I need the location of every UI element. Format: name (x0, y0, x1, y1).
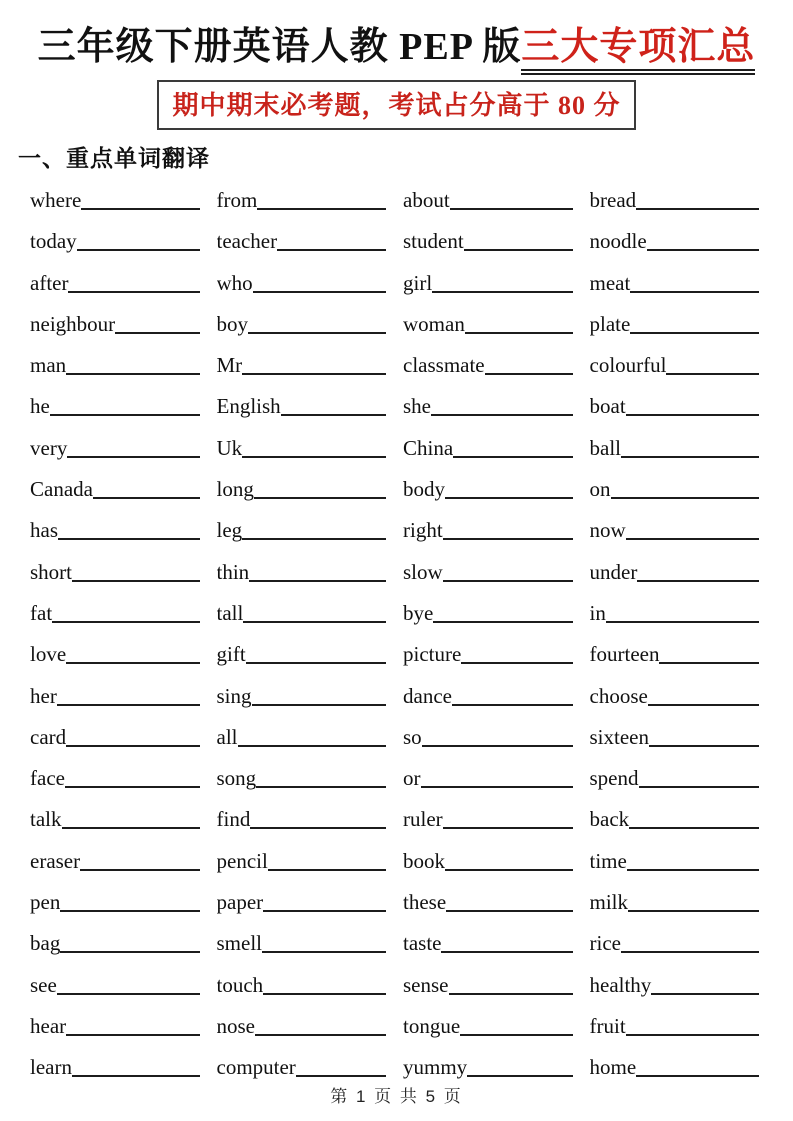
answer-blank-line (57, 704, 200, 706)
answer-blank-line (72, 580, 200, 582)
answer-blank-line (257, 208, 386, 210)
word-label: student (403, 229, 464, 254)
answer-blank-line (422, 745, 573, 747)
word-cell (590, 753, 764, 794)
word-cell (30, 918, 204, 959)
word-cell (403, 588, 577, 629)
answer-blank-line (648, 704, 759, 706)
answer-blank-line (621, 951, 759, 953)
word-cell (217, 216, 391, 257)
answer-blank-line (66, 1034, 199, 1036)
word-label: smell (216, 931, 262, 956)
word-cell (217, 794, 391, 835)
answer-blank-line (250, 827, 386, 829)
answer-blank-line (81, 208, 199, 210)
answer-blank-line (443, 580, 573, 582)
word-label: in (589, 600, 606, 625)
answer-blank-line (60, 951, 199, 953)
word-cell (403, 835, 577, 876)
answer-blank-line (72, 1075, 200, 1077)
answer-blank-line (621, 456, 759, 458)
word-label: today (30, 229, 77, 254)
word-label: ball (589, 435, 621, 460)
answer-blank-line (93, 497, 200, 499)
answer-blank-line (465, 332, 573, 334)
answer-blank-line (296, 1075, 386, 1077)
answer-blank-line (626, 538, 759, 540)
word-label: bag (30, 931, 61, 956)
word-label: short (30, 559, 72, 584)
word-cell (590, 1001, 764, 1042)
word-label: from (216, 187, 258, 212)
word-cell (217, 381, 391, 422)
word-label: boy (216, 311, 248, 336)
answer-blank-line (262, 951, 386, 953)
word-cell (217, 712, 391, 753)
word-cell (30, 877, 204, 918)
answer-blank-line (630, 332, 759, 334)
word-label: slow (403, 559, 443, 584)
word-cell (30, 464, 204, 505)
word-label: ruler (403, 807, 443, 832)
word-label: fat (30, 600, 53, 625)
word-cell (403, 670, 577, 711)
word-cell (30, 670, 204, 711)
word-label: time (589, 848, 627, 873)
answer-blank-line (58, 538, 200, 540)
word-cell (30, 505, 204, 546)
word-label: paper (216, 890, 264, 915)
word-cell (590, 629, 764, 670)
page-number-footer: 第 1 页 共 5 页 (330, 1087, 463, 1106)
word-cell (217, 299, 391, 340)
answer-blank-line (659, 662, 759, 664)
answer-blank-line (443, 538, 573, 540)
word-cell (590, 175, 764, 216)
answer-blank-line (630, 291, 759, 293)
word-label: he (30, 394, 50, 419)
word-label: gift (216, 642, 246, 667)
word-label: English (216, 394, 281, 419)
banner-row (0, 80, 793, 130)
word-cell (590, 959, 764, 1000)
answer-blank-line (281, 414, 386, 416)
exam-banner: 期中期末必考题，考试占分高于 80 分 (157, 80, 635, 130)
word-label: see (30, 972, 57, 997)
word-cell (217, 340, 391, 381)
word-label: where (30, 187, 82, 212)
word-cell (30, 257, 204, 298)
answer-blank-line (67, 456, 199, 458)
answer-blank-line (242, 373, 386, 375)
word-label: healthy (589, 972, 652, 997)
answer-blank-line (460, 1034, 572, 1036)
word-label: Canada (30, 477, 93, 502)
answer-blank-line (446, 910, 572, 912)
word-label: man (30, 353, 67, 378)
word-label: find (216, 807, 251, 832)
answer-blank-line (246, 662, 386, 664)
answer-blank-line (268, 869, 386, 871)
word-cell (217, 1001, 391, 1042)
word-cell (590, 340, 764, 381)
word-label: plate (589, 311, 631, 336)
word-cell (30, 959, 204, 1000)
word-label: back (589, 807, 630, 832)
word-cell (217, 670, 391, 711)
word-label: computer (216, 1055, 296, 1080)
answer-blank-line (452, 704, 573, 706)
word-cell (590, 918, 764, 959)
word-label: now (589, 518, 626, 543)
word-label: nose (216, 1013, 255, 1038)
word-label: sense (403, 972, 449, 997)
word-cell (403, 505, 577, 546)
word-cell (30, 340, 204, 381)
answer-blank-line (453, 456, 572, 458)
answer-blank-line (62, 827, 200, 829)
word-label: her (30, 683, 57, 708)
answer-blank-line (611, 497, 760, 499)
answer-blank-line (243, 621, 386, 623)
answer-blank-line (263, 910, 386, 912)
word-cell (217, 505, 391, 546)
answer-blank-line (57, 993, 200, 995)
answer-blank-line (115, 332, 199, 334)
answer-blank-line (464, 249, 573, 251)
answer-blank-line (255, 1034, 386, 1036)
word-label: has (30, 518, 58, 543)
answer-blank-line (254, 497, 386, 499)
word-label: noodle (589, 229, 647, 254)
word-cell (217, 629, 391, 670)
word-cell (30, 1001, 204, 1042)
word-cell (590, 422, 764, 463)
word-cell (403, 712, 577, 753)
word-cell (403, 175, 577, 216)
word-cell (217, 918, 391, 959)
word-cell (30, 546, 204, 587)
word-cell (217, 835, 391, 876)
word-label: song (216, 766, 257, 791)
word-cell (403, 794, 577, 835)
word-cell (590, 1042, 764, 1083)
word-label: thin (216, 559, 250, 584)
word-label: so (403, 724, 422, 749)
word-label: pen (30, 890, 61, 915)
word-label: boat (589, 394, 626, 419)
word-label: Uk (216, 435, 243, 460)
answer-blank-line (445, 497, 573, 499)
word-label: learn (30, 1055, 72, 1080)
word-cell (217, 464, 391, 505)
answer-blank-line (77, 249, 200, 251)
answer-blank-line (628, 910, 759, 912)
word-label: book (403, 848, 445, 873)
word-label: choose (589, 683, 648, 708)
word-label: taste (403, 931, 442, 956)
word-cell (403, 1001, 577, 1042)
word-cell (590, 588, 764, 629)
word-cell (30, 175, 204, 216)
page-title-red-part: 三大专项汇总 (521, 26, 755, 75)
word-cell (403, 546, 577, 587)
answer-blank-line (256, 786, 386, 788)
answer-blank-line (65, 786, 200, 788)
word-cell (217, 175, 391, 216)
word-label: fruit (589, 1013, 626, 1038)
answer-blank-line (461, 662, 572, 664)
answer-blank-line (629, 827, 759, 829)
answer-blank-line (443, 827, 573, 829)
word-cell (217, 753, 391, 794)
word-grid (30, 175, 763, 1084)
word-label: Mr (216, 353, 243, 378)
word-cell (403, 381, 577, 422)
answer-blank-line (606, 621, 759, 623)
answer-blank-line (441, 951, 572, 953)
word-label: bye (403, 600, 434, 625)
word-label: home (589, 1055, 637, 1080)
word-cell (590, 794, 764, 835)
answer-blank-line (445, 869, 573, 871)
word-cell (590, 299, 764, 340)
word-label: fourteen (589, 642, 660, 667)
answer-blank-line (485, 373, 573, 375)
word-label: all (216, 724, 238, 749)
answer-blank-line (421, 786, 573, 788)
word-cell (403, 340, 577, 381)
word-cell (590, 670, 764, 711)
answer-blank-line (433, 621, 572, 623)
answer-blank-line (66, 373, 199, 375)
word-label: dance (403, 683, 452, 708)
word-label: face (30, 766, 65, 791)
word-cell (403, 959, 577, 1000)
word-label: hear (30, 1013, 67, 1038)
word-label: picture (403, 642, 462, 667)
answer-blank-line (242, 456, 386, 458)
word-label: classmate (403, 353, 485, 378)
answer-blank-line (253, 291, 386, 293)
answer-blank-line (248, 332, 386, 334)
answer-blank-line (238, 745, 387, 747)
answer-blank-line (666, 373, 759, 375)
answer-blank-line (431, 414, 573, 416)
answer-blank-line (60, 910, 199, 912)
word-label: bread (589, 187, 637, 212)
word-label: tall (216, 600, 244, 625)
answer-blank-line (66, 745, 199, 747)
answer-blank-line (249, 580, 386, 582)
answer-blank-line (432, 291, 572, 293)
word-cell (590, 877, 764, 918)
section-heading: 一、重点单词翻译 (18, 145, 210, 171)
word-label: rice (589, 931, 621, 956)
word-label: these (403, 890, 447, 915)
word-cell (403, 877, 577, 918)
word-label: or (403, 766, 421, 791)
word-label: long (216, 477, 254, 502)
word-cell (217, 546, 391, 587)
word-cell (217, 877, 391, 918)
word-label: China (403, 435, 454, 460)
word-cell (403, 918, 577, 959)
answer-blank-line (277, 249, 386, 251)
word-cell (590, 546, 764, 587)
answer-blank-line (651, 993, 759, 995)
word-label: talk (30, 807, 62, 832)
word-label: leg (216, 518, 243, 543)
answer-blank-line (637, 580, 759, 582)
word-cell (403, 1042, 577, 1083)
word-cell (30, 1042, 204, 1083)
word-label: about (403, 187, 450, 212)
word-cell (217, 588, 391, 629)
answer-blank-line (80, 869, 199, 871)
word-cell (403, 257, 577, 298)
word-cell (590, 505, 764, 546)
word-cell (217, 1042, 391, 1083)
answer-blank-line (639, 786, 760, 788)
word-label: tongue (403, 1013, 461, 1038)
answer-blank-line (467, 1075, 572, 1077)
word-label: touch (216, 972, 264, 997)
word-cell (590, 257, 764, 298)
word-label: very (30, 435, 68, 460)
answer-blank-line (647, 249, 759, 251)
word-cell (590, 712, 764, 753)
word-label: girl (403, 270, 433, 295)
word-label: yummy (403, 1055, 468, 1080)
word-label: spend (589, 766, 639, 791)
word-cell (590, 381, 764, 422)
word-cell (30, 588, 204, 629)
answer-blank-line (66, 662, 199, 664)
page-title-black-part: 三年级下册英语人教 PEP 版 (37, 26, 522, 68)
word-label: card (30, 724, 67, 749)
word-label: sixteen (589, 724, 649, 749)
answer-blank-line (263, 993, 386, 995)
word-cell (403, 216, 577, 257)
word-label: meat (589, 270, 631, 295)
page-title (0, 0, 793, 70)
word-cell (217, 422, 391, 463)
word-label: who (216, 270, 253, 295)
answer-blank-line (242, 538, 386, 540)
answer-blank-line (636, 208, 759, 210)
answer-blank-line (449, 993, 573, 995)
word-label: on (589, 477, 611, 502)
word-label: after (30, 270, 69, 295)
word-label: sing (216, 683, 252, 708)
answer-blank-line (50, 414, 200, 416)
word-cell (590, 835, 764, 876)
word-cell (217, 959, 391, 1000)
word-cell (590, 216, 764, 257)
word-cell (403, 299, 577, 340)
answer-blank-line (52, 621, 199, 623)
answer-blank-line (450, 208, 573, 210)
answer-blank-line (649, 745, 759, 747)
word-label: teacher (216, 229, 278, 254)
word-label: eraser (30, 848, 81, 873)
word-cell (403, 464, 577, 505)
word-cell (30, 422, 204, 463)
word-cell (403, 629, 577, 670)
word-label: colourful (589, 353, 667, 378)
word-cell (30, 835, 204, 876)
answer-blank-line (68, 291, 199, 293)
word-cell (403, 422, 577, 463)
word-cell (30, 381, 204, 422)
word-cell (30, 794, 204, 835)
word-label: right (403, 518, 443, 543)
word-label: woman (403, 311, 465, 336)
word-label: love (30, 642, 67, 667)
word-cell (30, 216, 204, 257)
word-cell (590, 464, 764, 505)
word-cell (30, 629, 204, 670)
answer-blank-line (627, 869, 759, 871)
word-label: under (589, 559, 638, 584)
word-cell (30, 299, 204, 340)
answer-blank-line (626, 414, 759, 416)
word-cell (217, 257, 391, 298)
word-cell (403, 753, 577, 794)
word-label: she (403, 394, 431, 419)
word-label: pencil (216, 848, 268, 873)
answer-blank-line (636, 1075, 759, 1077)
word-cell (30, 712, 204, 753)
word-label: body (403, 477, 445, 502)
word-label: neighbour (30, 311, 116, 336)
word-label: milk (589, 890, 629, 915)
answer-blank-line (252, 704, 386, 706)
answer-blank-line (626, 1034, 759, 1036)
word-cell (30, 753, 204, 794)
